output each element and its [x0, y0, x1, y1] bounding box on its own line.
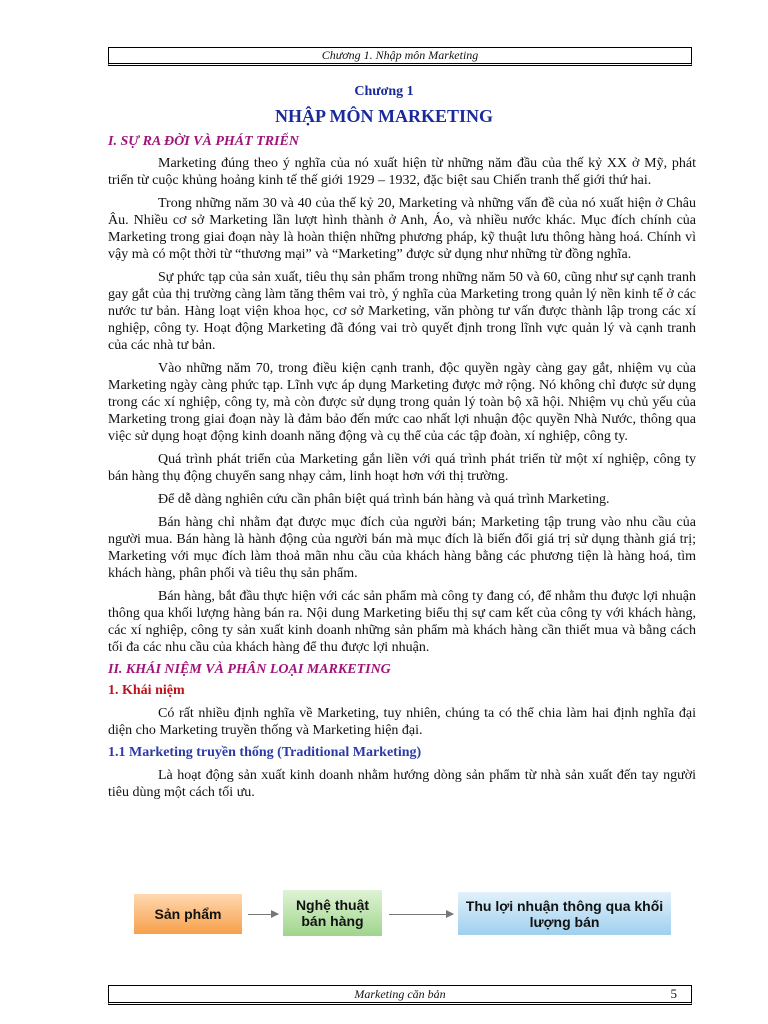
paragraph: Có rất nhiều định nghĩa về Marketing, tuy nhiên, chúng ta có thể chia làm hai định nghĩa đại diện cho Marketing truyền thống và Marketing hiện đại.	[108, 706, 696, 738]
paragraph: Trong những năm 30 và 40 của thế kỷ 20, Marketing và những vấn đề của nó xuất hiện ở Châu Âu. Nhiều cơ sở Marketing lần lượt hình thành ở Anh, Áo, và nhiều nước khác. Mục đích chính của Marketing trong giai đoạn này là hoàn thiện những phương pháp, kỹ thuật lưu thông hàng hoá. Chính vì vậy mà có một thời từ “thương mại” và “Marketing” được sử dụng như những từ đồng nghĩa.	[108, 196, 696, 262]
paragraph: Sự phức tạp của sản xuất, tiêu thụ sản phẩm trong những năm 50 và 60, cũng như sự cạnh tranh gay gắt của thị trường càng làm tăng thêm vai trò, ý nghĩa của Marketing trong quản lý nền kinh tế ở các nước tư bản. Hàng loạt viện khoa học, cơ sở Marketing, văn phòng tư vấn được thành lập trong các xí nghiệp, công ty. Hoạt động Marketing đã đóng vai trò quyết định trong lĩnh vực quản lý và cạnh tranh của các nhà tư bản.	[108, 270, 696, 353]
flow-box-product	[134, 894, 242, 934]
subsection-heading-traditional: 1.1 Marketing truyền thống (Traditional Marketing)	[108, 745, 422, 760]
chapter-title: NHẬP MÔN MARKETING	[275, 106, 493, 126]
flow-arrow-1	[248, 914, 278, 915]
flow-box-profit	[458, 892, 671, 935]
paragraph: Quá trình phát triển của Marketing gắn liền với quá trình phát triển từ một xí nghiệp, công ty bán hàng thụ động chuyển sang nhạy cảm, linh hoạt hơn với thị trường.	[108, 452, 696, 484]
paragraph: Marketing đúng theo ý nghĩa của nó xuất hiện từ những năm đầu của thế kỷ XX ở Mỹ, phát triển từ cuộc khủng hoảng kinh tế thế giới 1929 – 1932, đặc biệt sau Chiến tranh thế giới thứ hai.	[108, 156, 696, 188]
running-header	[108, 47, 692, 66]
subsection-heading-concept: 1. Khái niệm	[108, 683, 185, 698]
paragraph: Bán hàng, bắt đầu thực hiện với các sản phẩm mà công ty đang có, để nhằm thu được lợi nhuận thông qua khối lượng hàng bán ra. Nội dung Marketing biểu thị sự cam kết của công ty với khách hàng, các xí nghiệp, công ty sản xuất kinh doanh những sản phẩm mà khách hàng cần thiết mua và bằng cách tối đa các nhu cầu của khách hàng để thu được lợi nhuận.	[108, 589, 696, 655]
running-header-title: Chương 1. Nhập môn Marketing	[321, 48, 479, 62]
footer-title: Marketing căn bản	[354, 987, 446, 1001]
traditional-marketing-flow-diagram	[108, 890, 696, 940]
section-heading-origins: I. SỰ RA ĐỜI VÀ PHÁT TRIỂN	[108, 134, 299, 149]
flow-box-sales-art	[283, 890, 382, 936]
chapter-label: Chương 1	[354, 84, 414, 99]
flow-arrow-2	[389, 914, 453, 915]
flow-box-sales-art-label: Nghệ thuật bán hàng	[295, 897, 370, 929]
section-heading-concepts: II. KHÁI NIỆM VÀ PHÂN LOẠI MARKETING	[108, 662, 391, 677]
page-footer	[108, 985, 692, 1005]
paragraph: Để dễ dàng nghiên cứu cần phân biệt quá trình bán hàng và quá trình Marketing.	[158, 492, 610, 507]
paragraph: Vào những năm 70, trong điều kiện cạnh tranh, độc quyền ngày càng gay gắt, nhiệm vụ của Marketing ngày càng phức tạp. Lĩnh vực áp dụng Marketing được mở rộng. Nó không chỉ được sử dụng trong các xí nghiệp, công ty, mà còn được sử dụng trong quản lý toàn bộ xã hội. Nhiệm vụ chủ yếu của Marketing trong giai đoạn này là đảm bảo đến mức cao nhất lợi nhuận độc quyền Nhà Nước, thông qua việc sử dụng hoạt động kinh doanh năng động và cụ thể của các tập đoàn, xí nghiệp, công ty.	[108, 361, 696, 444]
flow-box-profit-label: Thu lợi nhuận thông qua khối lượng bán	[465, 897, 664, 930]
paragraph: Bán hàng chỉ nhằm đạt được mục đích của người bán; Marketing tập trung vào nhu cầu của người mua. Bán hàng là hành động của người bán mà mục đích là biến đổi giá trị sử dụng thành giá trị; Marketing với mục đích làm thoả mãn nhu cầu của khách hàng bằng các phương tiện là hàng hoá, tìm khách hàng, phân phối và tiêu thụ sản phẩm.	[108, 515, 696, 581]
page-content	[108, 134, 696, 807]
flow-box-product-label: Sản phẩm	[154, 906, 222, 922]
paragraph: Là hoạt động sản xuất kinh doanh nhằm hướng dòng sản phẩm từ nhà sản xuất đến tay người tiêu dùng một cách tối ưu.	[108, 768, 696, 800]
page-number: 5	[670, 986, 677, 1001]
